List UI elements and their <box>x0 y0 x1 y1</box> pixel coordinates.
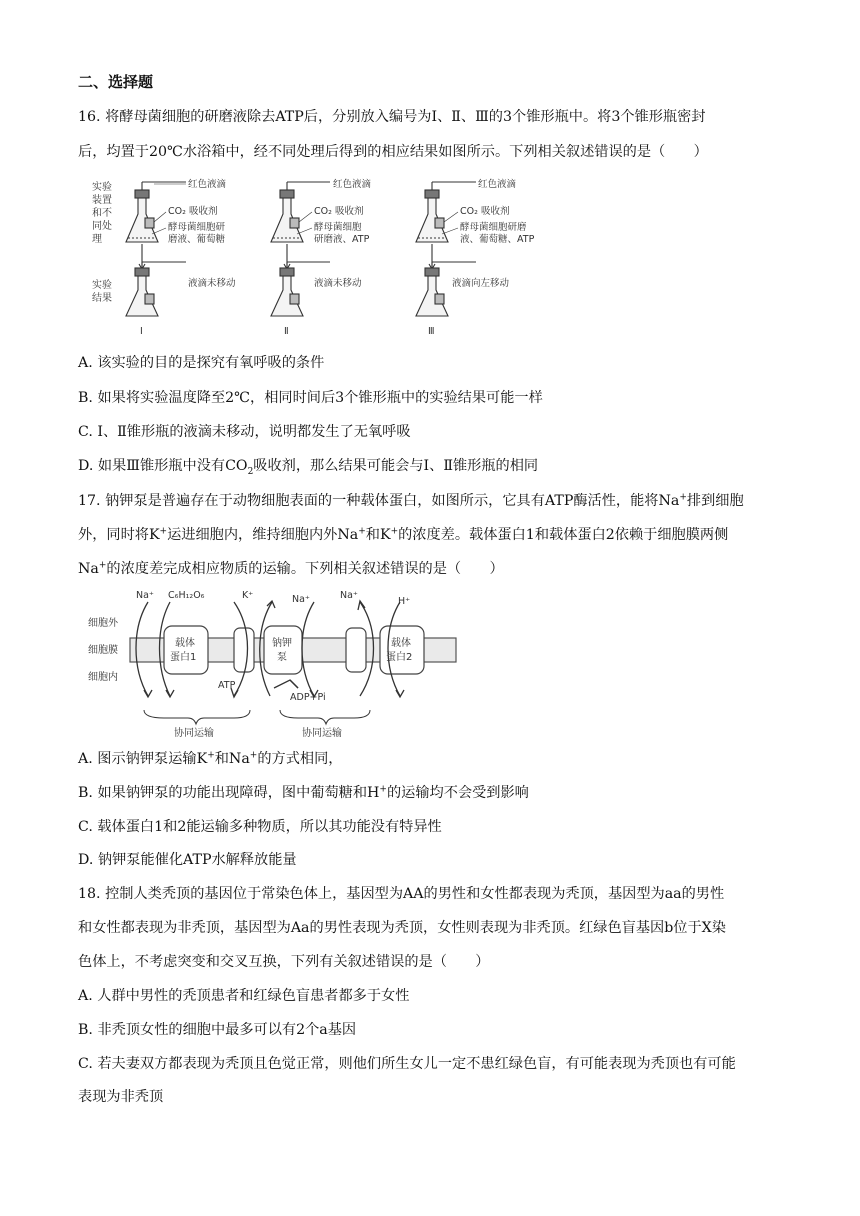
label-outside: 细胞外 <box>88 618 118 629</box>
channel-protein-right <box>346 628 366 672</box>
q17-ob-sup: + <box>379 784 387 795</box>
q16-stem-line2: 后，均置于20℃水浴箱中，经不同处理后得到的相应结果如图所示。下列相关叙述错误的是（ ） <box>78 144 708 160</box>
q16-option-a: A. 该实验的目的是探究有氧呼吸的条件 <box>78 355 325 371</box>
q18-stem-line2: 和女性都表现为非秃顶，基因型为Aa的男性表现为秃顶，女性则表现为非秃顶。红绿色盲基因b位于X染 <box>78 920 726 936</box>
flask1-contents-2: 磨液、葡萄糖 <box>168 234 226 245</box>
row-label-setup-1: 实验 <box>92 182 112 193</box>
label-inside: 细胞内 <box>88 672 118 683</box>
q17-l2-sup2: + <box>358 526 366 537</box>
q17-l1-a: 17. 钠钾泵是普遍存在于动物细胞表面的一种载体蛋白，如图所示，它具有ATP酶活性，能将Na <box>78 493 680 509</box>
q17-l1-b: 排到细胞 <box>686 493 744 509</box>
q17-l2-c: 和K <box>365 527 391 543</box>
row-label-result <box>92 278 112 304</box>
q18-stem-line1: 18. 控制人类秃顶的基因位于常染色体上，基因型为AA的男性和女性都表现为秃顶，基因型为aa的男性 <box>78 886 725 902</box>
flask3-red-drop-label: 红色液滴 <box>478 179 517 190</box>
q17-l3-b: 的浓度差完成相应物质的运输。下列相关叙述错误的是（ ） <box>106 561 504 577</box>
ion-k: K⁺ <box>242 590 254 601</box>
q17-oa-sup2: + <box>249 750 258 761</box>
q17-l1-sup: + <box>679 492 687 503</box>
q16-option-c: C. Ⅰ、Ⅱ锥形瓶的液滴未移动，说明都发生了无氧呼吸 <box>78 424 411 440</box>
ion-glucose: C₆H₁₂O₆ <box>168 590 205 601</box>
q17-l2-sup1: + <box>159 526 168 537</box>
carrier2-label-2: 蛋白2 <box>386 652 413 663</box>
pump-label-1: 钠钾 <box>272 638 292 649</box>
q17-option-a <box>78 749 342 769</box>
atp-label: ATP <box>218 680 236 691</box>
flask2-result: 液滴未移动 <box>314 278 362 289</box>
q17-option-b <box>78 783 529 803</box>
carrier1-label-1: 载体 <box>175 638 195 649</box>
q18-option-c-line1: C. 若夫妻双方都表现为秃顶且色觉正常，则他们所生女儿一定不患红绿色盲，有可能表现为秃顶也有可能 <box>78 1056 736 1072</box>
q17-stem-line1 <box>78 491 744 511</box>
sodium-potassium-pump <box>264 626 302 674</box>
q17-ob-part1: B. 如果钠钾泵的功能出现障碍，图中葡萄糖和H <box>78 785 380 801</box>
flask2-co2-label: CO₂ 吸收剂 <box>314 206 364 217</box>
flask1-co2-label: CO₂ 吸收剂 <box>168 206 218 217</box>
carrier1-label-2: 蛋白1 <box>170 652 197 663</box>
q17-option-c: C. 载体蛋白1和2能运输多种物质，所以其功能没有特异性 <box>78 819 442 835</box>
q17-l3-a: Na <box>78 561 99 577</box>
adp-label: ADP+Pi <box>290 692 326 703</box>
flask3-label: Ⅲ <box>428 326 435 337</box>
membrane-side-labels <box>88 616 119 683</box>
flask2-red-drop-label: 红色液滴 <box>333 179 372 190</box>
q16-option-d <box>78 456 538 476</box>
row-label-result-2: 结果 <box>92 293 112 304</box>
label-membrane: 细胞膜 <box>88 645 118 656</box>
q16-option-d-part1: D. 如果Ⅲ锥形瓶中没有CO <box>78 458 248 474</box>
section-title: 二、选择题 <box>78 73 154 91</box>
flask3-contents-1: 酵母菌细胞研磨 <box>460 222 527 233</box>
q17-stem-line3 <box>78 559 504 579</box>
flask1-contents-1: 酵母菌细胞研 <box>168 222 226 233</box>
q18-option-a: A. 人群中男性的秃顶患者和红绿色盲患者都多于女性 <box>78 988 410 1004</box>
row-label-setup <box>92 180 112 245</box>
cotransport-label-2: 协同运输 <box>302 728 342 739</box>
q17-l2-d: 的浓度差。载体蛋白1和载体蛋白2依赖于细胞膜两侧 <box>398 527 729 543</box>
q18-option-b: B. 非秃顶女性的细胞中最多可以有2个a基因 <box>78 1022 357 1038</box>
q18-stem-line3: 色体上，不考虑突变和交叉互换，下列有关叙述错误的是（ ） <box>78 954 490 970</box>
ion-na-1: Na⁺ <box>136 590 154 601</box>
q16-option-d-part2: 吸收剂，那么结果可能会与Ⅰ、Ⅱ锥形瓶的相同 <box>253 458 539 474</box>
carrier2-label-1: 载体 <box>391 638 411 649</box>
q17-option-d: D. 钠钾泵能催化ATP水解释放能量 <box>78 852 297 868</box>
flask1-label: Ⅰ <box>140 326 143 337</box>
pump-label-2: 泵 <box>277 652 287 663</box>
flask2-contents-2: 研磨液、ATP <box>314 234 370 245</box>
q17-l2-sup3: + <box>390 526 399 537</box>
q17-l2-a: 外，同时将K <box>78 527 160 543</box>
flask2-label: Ⅱ <box>284 326 289 337</box>
q16-experiment-figure <box>90 176 560 344</box>
q16-stem-line1: 16. 将酵母菌细胞的研磨液除去ATP后，分别放入编号为Ⅰ、Ⅱ、Ⅲ的3个锥形瓶中。将3个锥形瓶密封 <box>78 109 706 125</box>
flask1-result: 液滴未移动 <box>188 278 236 289</box>
carrier-protein-1 <box>164 626 208 674</box>
q17-stem-line2 <box>78 525 728 545</box>
flask3-result: 液滴向左移动 <box>452 278 510 289</box>
q17-oa-sup1: + <box>207 750 215 761</box>
flask3-co2-label: CO₂ 吸收剂 <box>460 206 510 217</box>
q17-ob-part2: 的运输均不会受到影响 <box>386 785 529 801</box>
q16-option-b: B. 如果将实验温度降至2℃，相同时间后3个锥形瓶中的实验结果可能一样 <box>78 390 543 406</box>
q17-membrane-transport-figure <box>84 588 464 740</box>
flask2-contents-1: 酵母菌细胞 <box>314 222 362 233</box>
flask-set-1 <box>126 182 186 316</box>
q17-l3-sup: + <box>98 560 107 571</box>
flask1-red-drop-label: 红色液滴 <box>188 179 227 190</box>
flask-set-2 <box>271 182 330 316</box>
row-label-setup-2: 装置 <box>92 195 112 206</box>
row-label-setup-4: 同处 <box>92 221 112 232</box>
q16-option-d-sub: 2 <box>247 466 254 477</box>
channel-protein-left <box>234 628 254 672</box>
row-label-setup-3: 和不 <box>92 208 112 219</box>
flask3-contents-2: 液、葡萄糖、ATP <box>460 234 535 245</box>
ion-h: H⁺ <box>398 596 411 607</box>
ion-na-3: Na⁺ <box>340 590 358 601</box>
q18-option-c-line2: 表现为非秃顶 <box>78 1089 164 1105</box>
q17-oa-part3: 的方式相同， <box>257 751 343 767</box>
q17-l2-b: 运进细胞内，维持细胞内外Na <box>167 527 359 543</box>
ion-na-2: Na⁺ <box>292 594 310 605</box>
carrier-protein-2 <box>380 626 424 674</box>
row-label-setup-5: 理 <box>92 234 102 245</box>
row-label-result-1: 实验 <box>92 280 112 291</box>
cotransport-braces <box>144 710 370 724</box>
q17-oa-part1: A. 图示钠钾泵运输K <box>78 751 208 767</box>
cotransport-label-1: 协同运输 <box>174 728 214 739</box>
flask-set-3 <box>416 182 476 316</box>
q17-oa-part2: 和Na <box>214 751 250 767</box>
